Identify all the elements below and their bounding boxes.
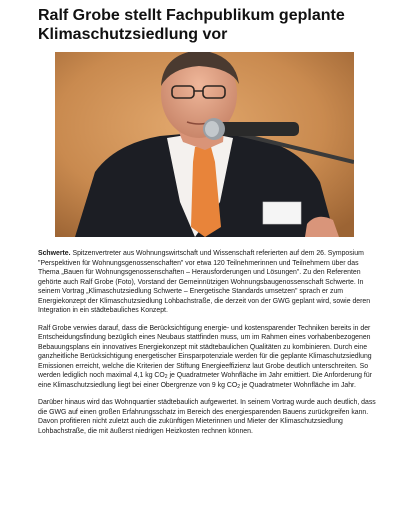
co2-subscript-2: 2 bbox=[237, 383, 240, 390]
paragraph-3 bbox=[38, 398, 376, 436]
co2-subscript-1: 2 bbox=[164, 374, 168, 380]
paragraph-1 bbox=[38, 249, 376, 316]
paragraph-2 bbox=[38, 324, 376, 391]
paragraph-3-text: Darüber hinaus wird das Wohnquartier städtebaulich aufgewertet. In seinem Vortrag wurde auch deutlich, dass die GWG auf einen großen Erfahrungsschatz im Bereich des energiesparenden Bauens zurückgreifen kann. Davon profitieren nicht zuletzt auch die zukünftigen Mieterinnen und Mieter der Klimaschutzsiedlung Lohbachstraße, die mit äußerst niedrigen Heizkosten rechnen können. bbox=[38, 399, 376, 435]
speaker-photo bbox=[55, 52, 354, 237]
article-headline bbox=[38, 6, 378, 44]
article-body bbox=[38, 249, 376, 444]
paragraph-2-text-b: je Quadratmeter Wohnfläche im Jahr emittiert. Die Anforderung für eine Klimaschutzsiedlung liegt bei einer Obergrenze von 9 kg CO bbox=[38, 372, 372, 389]
dateline: Schwerte. bbox=[38, 250, 71, 257]
paragraph-2-text-c: je Quadratmeter Wohnfläche im Jahr. bbox=[239, 381, 356, 389]
headline-line-1: Ralf Grobe stellt Fachpublikum geplante bbox=[38, 7, 345, 24]
headline-line-2: Klimaschutzsiedlung vor bbox=[38, 26, 228, 43]
paragraph-2-text-a: Ralf Grobe verwies darauf, dass die Berücksichtigung energie- und kostensparender Techniken bereits in der Entscheidungsfindung bezüglich eines Neubaus stattfinden muss, um im Rahmen eines vorhabenbezogenen Bebauungsplans ein innovatives Energiekonzept mit städtebaulichen Qualitäten zu kombinieren. Durch eine ganzheitliche Berücksichtigung energetischer Einsparpotenziale werden für die geplante Klimaschutzsiedlung Emissionen erreicht, welche die Kriterien der Stiftung Energieeffizienz laut Grobe deutlich unterschreiten. So werden lediglich noch maximal 4,1 kg CO bbox=[38, 324, 372, 379]
paragraph-1-text: Spitzenvertreter aus Wohnungswirtschaft und Wissenschaft referierten auf dem 26. Symposium "Perspektiven für Wohnungsgenossenschaften" vor etwa 120 Teilnehmerinnen und Teilnehmern über das Thema „Bauen für Wohnungsgenossenschaften – Herausforderungen und Lösungen". Zu den Referenten gehörte auch Ralf Grobe (Foto), Vorstand der Gemeinnützigen Wohnungsbaugenossenschaft Schwerte. In seinem Vortrag „Klimaschutzsiedlung Schwerte – Energetische Standards umsetzen" sprach er zum Energiekonzept der Klimaschutzsiedlung Lohbachstraße, die derzeit von der GWG geplant wird, sowie deren Integration in ein städtebauliches Konzept. bbox=[38, 250, 371, 314]
